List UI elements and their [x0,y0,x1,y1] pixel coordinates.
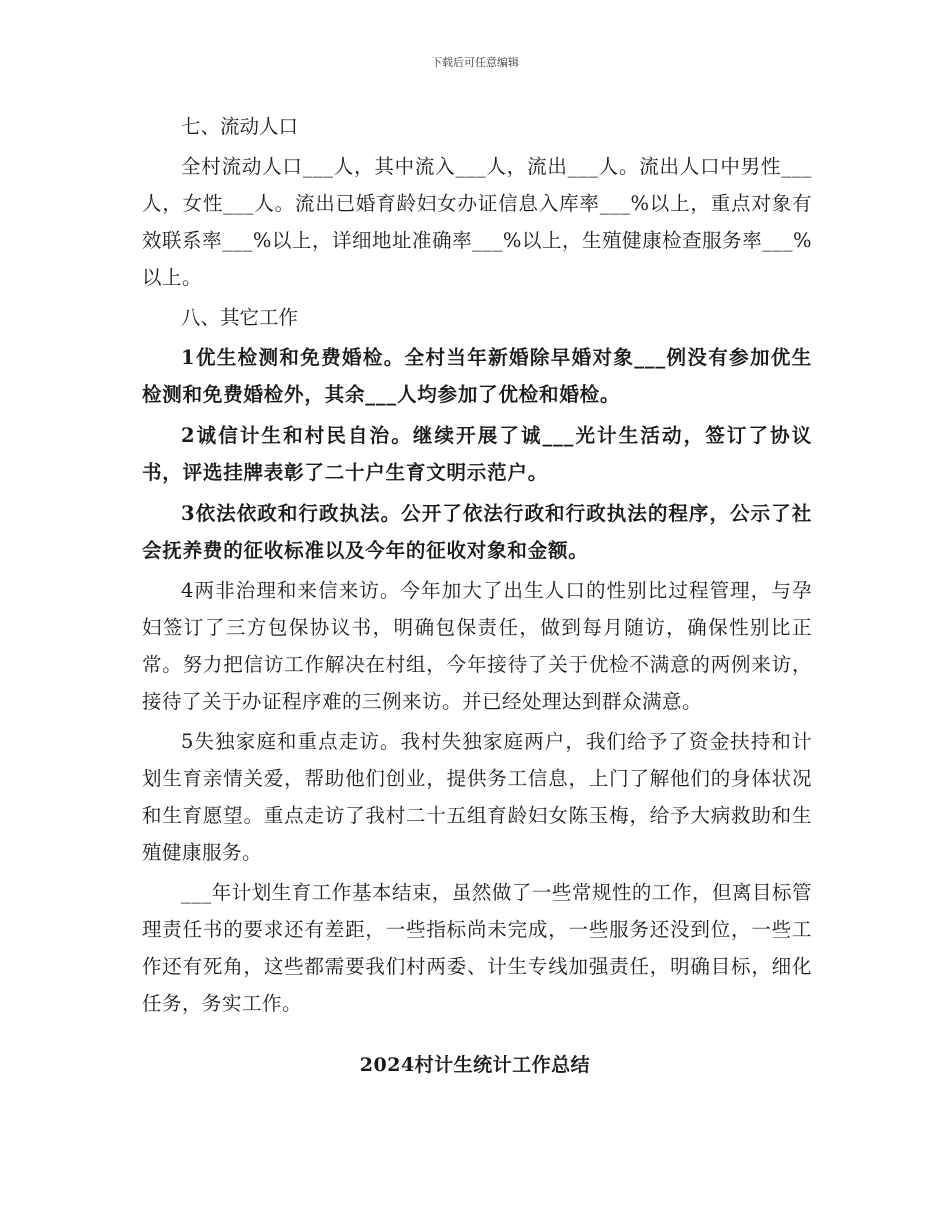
paragraph-item-2: 2诚信计生和村民自治。继续开展了诚___光计生活动，签订了协议书，评选挂牌表彰了二十户生育文明示范户。 [142,424,812,484]
page-header-note: 下载后可任意编辑 [431,56,519,69]
next-document-title: 2024村计生统计工作总结 [359,1054,591,1076]
paragraph-migrant-population: 全村流动人口___人，其中流入___人，流出___人。流出人口中男性___人，女性___人。流出已婚育龄妇女办证信息入库率___%以上，重点对象有效联系率___%以上，详细地址准确率___%以上，生殖健康检查服务率___%以上。 [142,155,812,289]
paragraph-item-5: 5失独家庭和重点走访。我村失独家庭两户，我们给予了资金扶持和计划生育亲情关爱，帮助他们创业，提供务工信息，上门了解他们的身体状况和生育愿望。重点走访了我村二十五组育龄妇女陈玉梅，给予大病救助和生殖健康服务。 [142,730,812,864]
section-heading-migrant-population: 七、流动人口 [181,115,299,138]
paragraph-item-3: 3依法依政和行政执法。公开了依法行政和行政执法的程序，公示了社会抚养费的征收标准以及今年的征收对象和金额。 [142,502,812,562]
paragraph-item-1: 1优生检测和免费婚检。全村当年新婚除早婚对象___例没有参加优生检测和免费婚检外，其余___人均参加了优检和婚检。 [142,346,812,406]
document-body [142,108,812,1022]
paragraph-item-4: 4两非治理和来信来访。今年加大了出生人口的性别比过程管理，与孕妇签订了三方包保协议书，明确包保责任，做到每月随访，确保性别比正常。努力把信访工作解决在村组，今年接待了关于优检不满意的两例来访，接待了关于办证程序难的三例来访。并已经处理达到群众满意。 [142,579,812,713]
paragraph-conclusion: ___年计划生育工作基本结束，虽然做了一些常规性的工作，但离目标管理责任书的要求还有差距，一些指标尚未完成，一些服务还没到位，一些工作还有死角，这些都需要我们村两委、计生专线加强责任，明确目标，细化任务，务实工作。 [142,881,812,1015]
section-heading-other-work: 八、其它工作 [181,306,299,329]
